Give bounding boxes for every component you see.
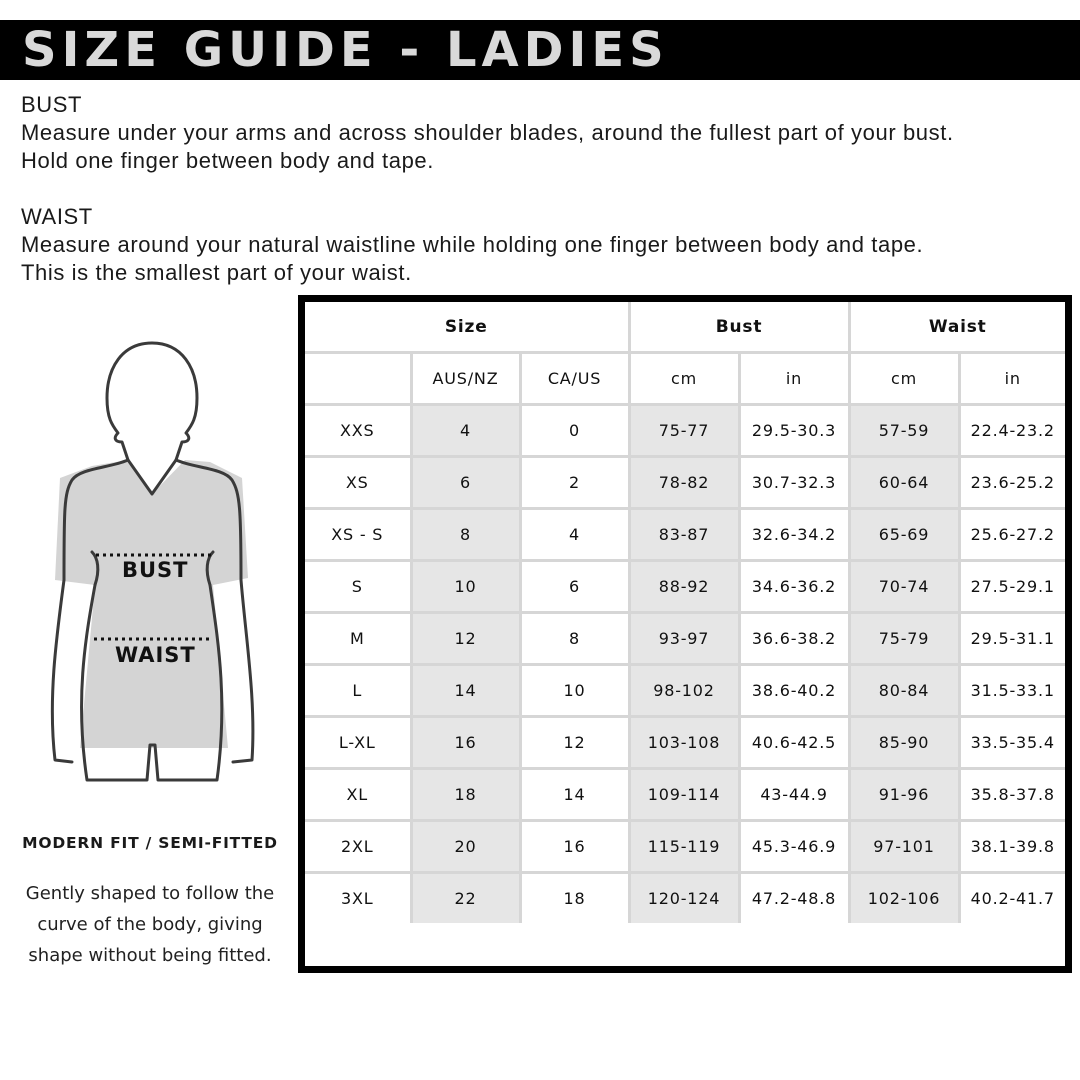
table-row	[305, 509, 1065, 561]
waist-instructions	[21, 203, 923, 287]
cell-waist-cm: 75-79	[849, 613, 959, 665]
cell-waist-in: 38.1-39.8	[959, 821, 1065, 873]
cell-waist-cm: 85-90	[849, 717, 959, 769]
cell-bust-cm: 75-77	[629, 405, 739, 457]
fit-description-line: shape without being fitted.	[28, 945, 272, 966]
cell-size-label: XS	[305, 457, 411, 509]
cell-waist-cm: 57-59	[849, 405, 959, 457]
cell-bust-cm: 120-124	[629, 873, 739, 924]
figure-waist-label: WAIST	[115, 643, 196, 667]
table-row	[305, 821, 1065, 873]
cell-waist-in: 35.8-37.8	[959, 769, 1065, 821]
cell-bust-in: 47.2-48.8	[739, 873, 849, 924]
cell-waist-cm: 91-96	[849, 769, 959, 821]
bust-group-header: Bust	[629, 302, 849, 353]
cell-bust-in: 40.6-42.5	[739, 717, 849, 769]
table-row	[305, 717, 1065, 769]
cell-size-label: M	[305, 613, 411, 665]
cell-bust-cm: 103-108	[629, 717, 739, 769]
cell-bust-in: 30.7-32.3	[739, 457, 849, 509]
cell-ca-us-size: 10	[520, 665, 629, 717]
column-header: cm	[629, 353, 739, 405]
cell-aus-nz-size: 14	[411, 665, 520, 717]
cell-aus-nz-size: 16	[411, 717, 520, 769]
cell-size-label: 3XL	[305, 873, 411, 924]
cell-bust-cm: 109-114	[629, 769, 739, 821]
table-subheader-row	[305, 353, 1065, 405]
cell-bust-in: 34.6-36.2	[739, 561, 849, 613]
cell-aus-nz-size: 12	[411, 613, 520, 665]
table-row	[305, 665, 1065, 717]
table-group-header-row	[305, 302, 1065, 353]
cell-bust-cm: 93-97	[629, 613, 739, 665]
cell-bust-in: 45.3-46.9	[739, 821, 849, 873]
cell-ca-us-size: 14	[520, 769, 629, 821]
fit-description	[0, 878, 300, 971]
title-banner	[0, 20, 1080, 80]
fit-title: MODERN FIT / SEMI-FITTED	[22, 834, 278, 852]
cell-waist-cm: 60-64	[849, 457, 959, 509]
cell-aus-nz-size: 22	[411, 873, 520, 924]
cell-size-label: XXS	[305, 405, 411, 457]
size-table	[305, 302, 1065, 923]
cell-ca-us-size: 18	[520, 873, 629, 924]
table-row	[305, 561, 1065, 613]
cell-bust-in: 36.6-38.2	[739, 613, 849, 665]
cell-aus-nz-size: 6	[411, 457, 520, 509]
cell-size-label: S	[305, 561, 411, 613]
column-header: cm	[849, 353, 959, 405]
waist-instruction-line: This is the smallest part of your waist.	[21, 260, 412, 285]
waist-group-header: Waist	[849, 302, 1065, 353]
cell-waist-in: 27.5-29.1	[959, 561, 1065, 613]
column-header	[305, 353, 411, 405]
cell-waist-in: 25.6-27.2	[959, 509, 1065, 561]
table-row	[305, 769, 1065, 821]
cell-bust-in: 29.5-30.3	[739, 405, 849, 457]
waist-heading: WAIST	[21, 204, 93, 229]
size-group-header: Size	[305, 302, 629, 353]
table-row	[305, 405, 1065, 457]
tshirt-figure-icon	[30, 335, 270, 795]
cell-size-label: 2XL	[305, 821, 411, 873]
cell-waist-in: 22.4-23.2	[959, 405, 1065, 457]
cell-ca-us-size: 6	[520, 561, 629, 613]
cell-waist-in: 31.5-33.1	[959, 665, 1065, 717]
cell-bust-cm: 78-82	[629, 457, 739, 509]
cell-ca-us-size: 12	[520, 717, 629, 769]
table-row	[305, 457, 1065, 509]
cell-waist-cm: 97-101	[849, 821, 959, 873]
fit-description-line: Gently shaped to follow the	[25, 883, 275, 904]
column-header: in	[959, 353, 1065, 405]
cell-bust-cm: 83-87	[629, 509, 739, 561]
cell-aus-nz-size: 8	[411, 509, 520, 561]
cell-ca-us-size: 2	[520, 457, 629, 509]
cell-size-label: L-XL	[305, 717, 411, 769]
cell-size-label: XL	[305, 769, 411, 821]
cell-aus-nz-size: 10	[411, 561, 520, 613]
fit-description-line: curve of the body, giving	[37, 914, 263, 935]
cell-waist-in: 29.5-31.1	[959, 613, 1065, 665]
cell-aus-nz-size: 20	[411, 821, 520, 873]
bust-instruction-line: Hold one finger between body and tape.	[21, 148, 434, 173]
column-header: in	[739, 353, 849, 405]
cell-waist-cm: 65-69	[849, 509, 959, 561]
cell-bust-cm: 115-119	[629, 821, 739, 873]
cell-waist-cm: 102-106	[849, 873, 959, 924]
table-row	[305, 613, 1065, 665]
page-title: SIZE GUIDE - LADIES	[22, 22, 669, 78]
bust-instruction-line: Measure under your arms and across shoulder blades, around the fullest part of your bust.	[21, 120, 954, 145]
cell-size-label: L	[305, 665, 411, 717]
cell-ca-us-size: 8	[520, 613, 629, 665]
figure-bust-label: BUST	[122, 558, 189, 582]
cell-waist-in: 40.2-41.7	[959, 873, 1065, 924]
table-row	[305, 873, 1065, 924]
cell-waist-cm: 70-74	[849, 561, 959, 613]
cell-size-label: XS - S	[305, 509, 411, 561]
cell-bust-cm: 88-92	[629, 561, 739, 613]
cell-waist-in: 23.6-25.2	[959, 457, 1065, 509]
waist-instruction-line: Measure around your natural waistline while holding one finger between body and tape.	[21, 232, 924, 257]
cell-bust-in: 32.6-34.2	[739, 509, 849, 561]
bust-heading: BUST	[21, 92, 83, 117]
cell-aus-nz-size: 4	[411, 405, 520, 457]
cell-ca-us-size: 0	[520, 405, 629, 457]
bust-instructions	[21, 91, 954, 175]
column-header: AUS/NZ	[411, 353, 520, 405]
cell-ca-us-size: 16	[520, 821, 629, 873]
cell-bust-in: 38.6-40.2	[739, 665, 849, 717]
cell-bust-in: 43-44.9	[739, 769, 849, 821]
cell-waist-in: 33.5-35.4	[959, 717, 1065, 769]
column-header: CA/US	[520, 353, 629, 405]
cell-bust-cm: 98-102	[629, 665, 739, 717]
cell-waist-cm: 80-84	[849, 665, 959, 717]
cell-aus-nz-size: 18	[411, 769, 520, 821]
cell-ca-us-size: 4	[520, 509, 629, 561]
